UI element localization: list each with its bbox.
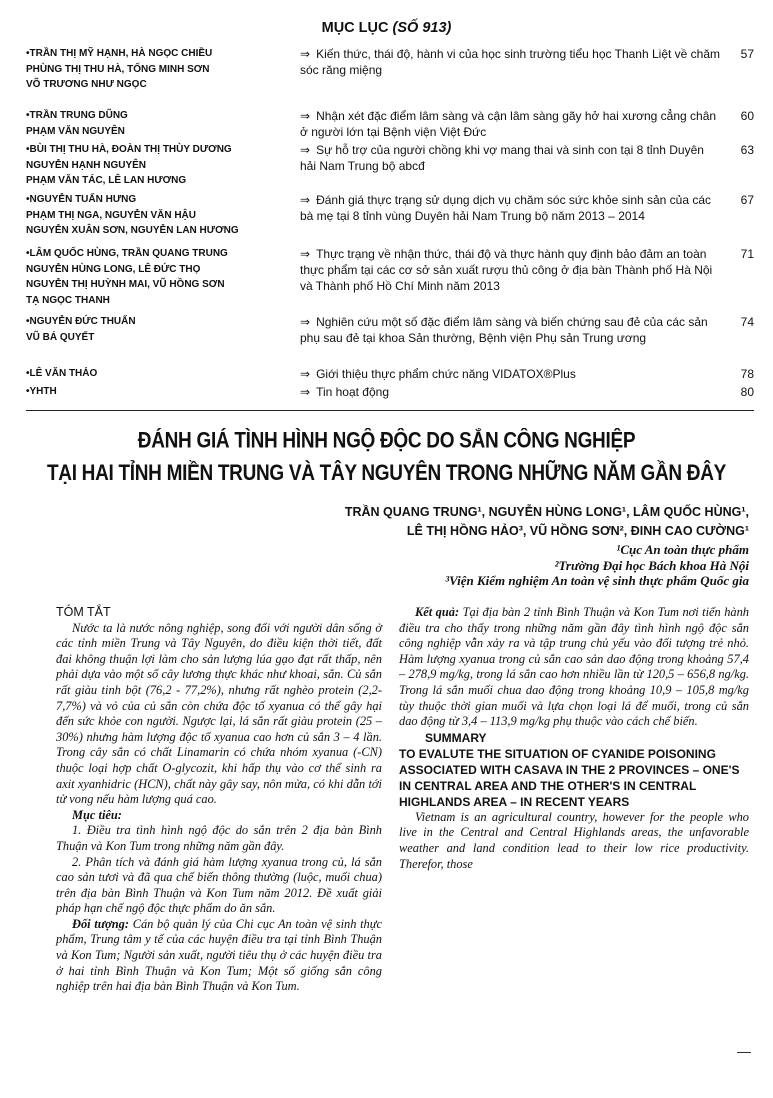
toc-entry-authors: •BÙI THỊ THU HÀ, ĐOÀN THỊ THÙY DƯƠNG NGUYỄN HẠNH NGUYÊN PHẠM VĂN TÁC, LÊ LAN HƯƠNG <box>26 144 232 186</box>
toc-entry-page: 63 <box>740 143 754 157</box>
arrow-icon: ⇒ <box>300 367 311 381</box>
toc-entry[interactable] <box>26 246 754 314</box>
table-of-contents <box>26 46 754 402</box>
page-mark <box>737 1052 751 1053</box>
toc-entry-authors: •NGUYỄN ĐỨC THUẤN VŨ BÁ QUYẾT <box>26 316 136 343</box>
article-title-line-1: ĐÁNH GIÁ TÌNH HÌNH NGỘ ĐỘC DO SẮN CÔNG NGHIỆP <box>137 429 636 454</box>
toc-entry-title: ⇒ Tin hoạt động <box>300 385 390 399</box>
toc-entry-authors: •LÂM QUỐC HÙNG, TRẦN QUANG TRUNG NGUYỄN HÙNG LONG, LÊ ĐỨC THỌ NGUYỄN THỊ HUỲNH MAI, VŨ HỒNG SƠN TẠ NGỌC THANH <box>26 248 228 306</box>
arrow-icon: ⇒ <box>300 109 311 123</box>
toc-entry-authors: •TRẦN THỊ MỸ HẠNH, HÀ NGỌC CHIỀU PHÙNG THỊ THU HÀ, TỐNG MINH SƠN VÕ TRƯƠNG NHƯ NGỌC <box>26 48 213 90</box>
authors-line-2: LÊ THỊ HỒNG HẢO³, VŨ HỒNG SƠN², ĐINH CAO CƯỜNG¹ <box>406 524 749 538</box>
left-column <box>56 605 382 995</box>
affiliation-3: ³Viện Kiểm nghiệm An toàn vệ sinh thực phẩm Quốc gia <box>445 573 749 588</box>
subjects-label: Đối tượng: <box>72 916 129 931</box>
toc-entry-page: 57 <box>740 47 754 61</box>
toc-entry[interactable] <box>26 384 754 402</box>
toc-heading <box>0 20 773 36</box>
right-column <box>399 605 749 872</box>
toc-entry-page: 67 <box>740 193 754 207</box>
arrow-icon: ⇒ <box>300 315 311 329</box>
article-authors <box>189 503 749 541</box>
toc-entry-page: 74 <box>740 315 754 329</box>
subjects-text: Cán bộ quản lý của Chi cục An toàn vệ sinh thực phẩm, Trung tâm y tế của các huyện điều tra tại tỉnh Bình Thuận và Kon Tum; Người sản xuất, người tiêu thụ ở các huyện điều tra ở hai tỉnh Bình Thuận và Kon Tum; Một số giống sắn công nghiệp trên hai địa bàn Bình Thuận và Kon Tum. <box>56 916 382 994</box>
toc-entry-title: ⇒ Sự hỗ trợ của người chồng khi vợ mang thai và sinh con tại 8 tỉnh Duyên hải Nam Trung bộ abcđ <box>300 143 704 173</box>
toc-entry[interactable] <box>26 366 754 384</box>
objective-1: 1. Điều tra tình hình ngộ độc do sắn trên 2 địa bàn Bình Thuận và Kon Tum trong những năm gần đây. <box>56 823 382 853</box>
toc-entry-title: ⇒ Giới thiệu thực phẩm chức năng VIDATOX®Plus <box>300 367 576 381</box>
toc-issue: (SỐ 913) <box>392 20 452 36</box>
arrow-icon: ⇒ <box>300 385 311 399</box>
arrow-icon: ⇒ <box>300 247 311 261</box>
toc-entry[interactable] <box>26 314 754 366</box>
summary-heading: TÓM TẮT <box>56 605 111 619</box>
toc-entry-page: 78 <box>740 367 754 381</box>
objective-2: 2. Phân tích và đánh giá hàm lượng xyanua trong củ, lá sắn cao sản tươi và đã qua chế biến thông thường (luộc, muối chua) trên địa bàn Bình Thuận và Kon Tum năm 2012. Đề xuất giải pháp hạn chế ngộ độc thực phẩm do ăn sắn. <box>56 854 382 916</box>
toc-entry[interactable] <box>26 192 754 246</box>
results-label: Kết quả: <box>415 605 460 619</box>
toc-entry-authors: •LÊ VĂN THẢO <box>26 368 98 379</box>
article-title <box>0 426 773 490</box>
toc-entry[interactable] <box>26 108 754 142</box>
abstract-paragraph: Nước ta là nước nông nghiệp, song đối với người dân sống ở các tỉnh miền Trung và Tây Nguyên, do điều kiện thời tiết, đất đai không thuận lợi làm cho sản lượng lúa gạo đạt rất thấp, nên phải dựa vào một số cây lương thực khác như khoai, sắn. Củ sắn rất giàu tinh bột (76,2 - 77,2%), nhưng rất nghèo protein (2,2-7,7%) và vỏ của củ sắn còn chứa độc tố xyanua có thể gây hại đến sức khỏe con người. Ngược lại, lá sắn rất giàu protein (25 – 30%) nhưng hàm lượng độc tố xyanua cao hơn củ sắn 3 – 4 lần. Trong cây sắn có chất Linamarin có chứa nhóm xyanua (-CN) thuộc loại hợp chất O-glycozit, khi hấp thụ vào cơ thể sinh ra axit xyanhidric (HCN), chất này gây say, nôn mửa, có khi dẫn tới tử vong nếu hàm lượng quá cao. <box>56 620 382 807</box>
toc-entry-authors: •TRẦN TRUNG DŨNG PHẠM VĂN NGUYÊN <box>26 110 128 137</box>
english-abstract: Vietnam is an agricultural country, however for the people who live in the Central and Central Highlands areas, the unfavorable weather and land condition lead to their low rice productivity. Therefor, those <box>399 809 749 871</box>
toc-entry-page: 71 <box>740 247 754 261</box>
affiliations <box>189 542 749 589</box>
affiliation-1: ¹Cục An toàn thực phẩm <box>616 542 749 557</box>
toc-entry[interactable] <box>26 142 754 192</box>
subjects-paragraph <box>56 917 382 995</box>
toc-entry[interactable] <box>26 46 754 108</box>
authors-line-1: TRẦN QUANG TRUNG¹, NGUYỄN HÙNG LONG¹, LÂM QUỐC HÙNG¹, <box>344 505 749 519</box>
toc-entry-authors: •YHTH <box>26 386 57 397</box>
affiliation-2: ²Trường Đại học Bách khoa Hà Nội <box>554 557 749 573</box>
toc-entry-authors: •NGUYỄN TUẤN HƯNG PHẠM THỊ NGA, NGUYỄN VĂN HẬU NGUYỄN XUÂN SƠN, NGUYỄN LAN HƯƠNG <box>26 194 239 236</box>
article-title-line-2: TẠI HAI TỈNH MIỀN TRUNG VÀ TÂY NGUYÊN TRONG NHỮNG NĂM GẦN ĐÂY <box>46 461 726 486</box>
arrow-icon: ⇒ <box>300 47 311 61</box>
toc-entry-title: ⇒ Đánh giá thực trạng sử dụng dịch vụ chăm sóc sức khỏe sinh sản của các bà mẹ tại 8 tỉnh vùng Duyên hải Nam Trung bộ năm 2013 – 2014 <box>300 193 712 223</box>
toc-entry-page: 60 <box>740 109 754 123</box>
toc-entry-title: ⇒ Thực trạng về nhận thức, thái độ và thực hành quy định bảo đảm an toàn thực phẩm tại các cơ sở sản xuất rượu thủ công ở địa bàn Thành phố Hà Nội và Thành phố Hồ Chí Minh năm 2013 <box>300 247 713 293</box>
english-title: TO EVALUTE THE SITUATION OF CYANIDE POISONING ASSOCIATED WITH CASAVA IN THE 2 PROVINCES – ONE'S IN CENTRAL AREA AND THE OTHER'S IN CENTRAL HIGHLANDS AREA – IN RECENT YEARS <box>399 746 740 809</box>
summary-en-heading: SUMMARY <box>425 730 487 745</box>
toc-entry-title: ⇒ Kiến thức, thái độ, hành vi của học sinh trường tiểu học Thanh Liệt về chăm sóc răng miệng <box>300 47 721 77</box>
results-paragraph <box>399 605 749 730</box>
results-text: Tại địa bàn 2 tỉnh Bình Thuận và Kon Tum nơi tiến hành điều tra cho thấy trong những năm gần đây tình hình ngộ độc sắn công nghiệp vẫn xảy ra và tập trung chủ yếu vào đối tượng trẻ nhỏ. Hàm lượng xyanua trong củ sắn cao sản dao động trong khoảng 57,4 – 278,9 mg/kg, trong lá sắn cao hơn nhiều lần từ 120,5 – 656,8 ng/kg. Trong lá sắn muối chua dao động trong khoảng 10,9 – 105,8 mg/kg tùy thuộc thời gian muối và lựa chọn loại lá để muối, trong củ sắn dao động từ 3,4 – 113,9 mg/kg phụ thuộc vào cách chế biến. <box>399 605 749 729</box>
toc-entry-title: ⇒ Nghiên cứu một số đặc điểm lâm sàng và biến chứng sau đẻ của các sản phụ sau đẻ tại khoa Sản thường, Bệnh viện Phụ sản Trung ương <box>300 315 708 345</box>
arrow-icon: ⇒ <box>300 193 311 207</box>
toc-title: MỤC LỤC <box>321 20 389 36</box>
toc-entry-title: ⇒ Nhận xét đặc điểm lâm sàng và cận lâm sàng gãy hở hai xương cẳng chân ở người lớn tại Bệnh viện Việt Đức <box>300 109 717 139</box>
section-divider <box>26 410 754 411</box>
toc-entry-page: 80 <box>740 385 754 399</box>
arrow-icon: ⇒ <box>300 143 311 157</box>
objectives-label: Mục tiêu: <box>72 807 122 822</box>
